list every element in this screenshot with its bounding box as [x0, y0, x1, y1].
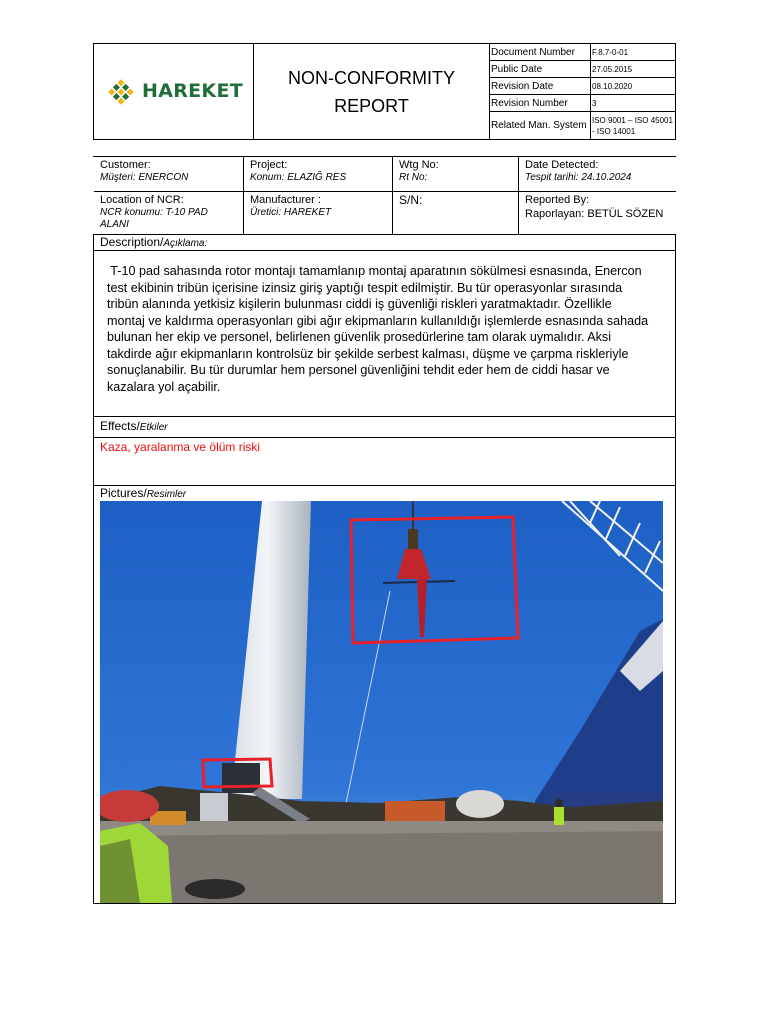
- title-line-2: REPORT: [334, 95, 409, 116]
- company-logo: [94, 44, 254, 139]
- sn-label: S/N:: [399, 193, 423, 207]
- description-label-tr: Açıklama:: [163, 238, 208, 249]
- meta-label: Public Date: [490, 61, 591, 77]
- sn-cell: [393, 192, 519, 235]
- meta-value: 27.05.2015: [592, 65, 633, 74]
- customer-value: Müşteri: ENERCON: [100, 172, 189, 183]
- reported-value: Raporlayan: BETÜL SÖZEN: [525, 208, 664, 220]
- description-line: kazalara yol açabilir.: [107, 379, 221, 394]
- description-line: tribün alanında yetkisiz kişilerin bulunması ciddi iş güvenliği riskleri yaratmaktadır. Özellikle: [107, 297, 612, 311]
- meta-row-document-number: [490, 44, 675, 61]
- effects-label-tr: Etkiler: [139, 422, 168, 433]
- date-label: Date Detected:: [525, 159, 599, 171]
- effects-label: Effects/: [100, 419, 140, 433]
- wind-turbine-photo: [100, 501, 663, 903]
- description-line: sonuçlanabilir. Bu tür durumlar hem personel güvenliğini tehdit eder hem de ciddi hasar ve: [107, 363, 610, 377]
- description-line: test ekibinin tribün içerisine izinsiz giriş yaptığı tespit edilmiştir. Bu tür operasyonlar sırasında: [107, 280, 623, 295]
- description-line: bulunan her ekip ve personel, belirlenen güvenlik prosedürlerine tam olarak uymalıdır. Aksi: [107, 330, 612, 344]
- description-label: Description/: [100, 235, 164, 249]
- project-label: Project:: [250, 159, 288, 171]
- site-photo: [100, 501, 663, 903]
- ncr-info-table: [93, 156, 676, 230]
- meta-value: F.8.7-0-01: [592, 48, 629, 57]
- customer-cell: [94, 157, 244, 192]
- project-cell: [244, 157, 393, 192]
- reported-by-cell: [519, 192, 676, 235]
- meta-row-management-system: [490, 112, 675, 139]
- logo-text: HAREKET: [142, 80, 243, 102]
- location-cell: [94, 192, 244, 235]
- meta-value: ISO 9001 – ISO 45001 - ISO 14001: [592, 116, 673, 136]
- meta-row-revision-number: [490, 95, 675, 112]
- effects-text: Kaza, yaralanma ve ölüm riski: [100, 440, 261, 454]
- pictures-label: Pictures/: [100, 486, 147, 500]
- wtg-label: Wtg No:: [399, 159, 439, 171]
- description-box: [93, 251, 676, 417]
- manufacturer-value: Üretici: HAREKET: [250, 207, 332, 218]
- location-label: Location of NCR:: [100, 194, 184, 206]
- pictures-label-tr: Resimler: [146, 489, 187, 500]
- effects-box: [93, 438, 676, 486]
- manufacturer-label: Manufacturer :: [250, 194, 321, 206]
- description-heading: [93, 234, 676, 251]
- report-header: [93, 43, 676, 140]
- meta-value: 3: [592, 99, 597, 108]
- meta-value: 08.10.2020: [592, 82, 633, 91]
- meta-row-public-date: [490, 61, 675, 78]
- meta-label: Revision Number: [490, 95, 591, 111]
- location-value: NCR konumu: T-10 PAD ALANI: [100, 207, 208, 230]
- project-value: Konum: ELAZIĞ RES: [250, 172, 347, 183]
- hareket-logo-icon: [106, 77, 136, 107]
- date-cell: [519, 157, 676, 192]
- effects-heading: [93, 417, 676, 438]
- wtg-cell: [393, 157, 519, 192]
- description-line: takdirde ağır ekipmanların kontrolsüz bir şekilde serbest kalması, düşme ve çarpma riskleriyle: [107, 346, 629, 361]
- meta-label: Document Number: [490, 44, 591, 60]
- pictures-heading: [93, 486, 676, 500]
- document-title: [254, 44, 490, 139]
- description-text: [107, 263, 672, 395]
- meta-row-revision-date: [490, 78, 675, 95]
- description-line: T-10 pad sahasında rotor montajı tamamlanıp montaj aparatının sökülmesi esnasında, Enercon: [107, 264, 642, 278]
- wtg-value: Rt No:: [399, 172, 428, 183]
- title-line-1: NON-CONFORMITY: [288, 67, 455, 88]
- description-line: montaj ve kaldırma operasyonları gibi ağır ekipmanların kullanıldığı işlemlerde esnasında sahada: [107, 313, 649, 328]
- customer-label: Customer:: [100, 159, 151, 171]
- date-value: Tespit tarihi: 24.10.2024: [525, 172, 632, 183]
- meta-label: Revision Date: [490, 78, 591, 94]
- document-meta-table: [490, 44, 675, 139]
- meta-label: Related Man. System: [490, 112, 591, 139]
- reported-label: Reported By:: [525, 194, 590, 206]
- manufacturer-cell: [244, 192, 393, 235]
